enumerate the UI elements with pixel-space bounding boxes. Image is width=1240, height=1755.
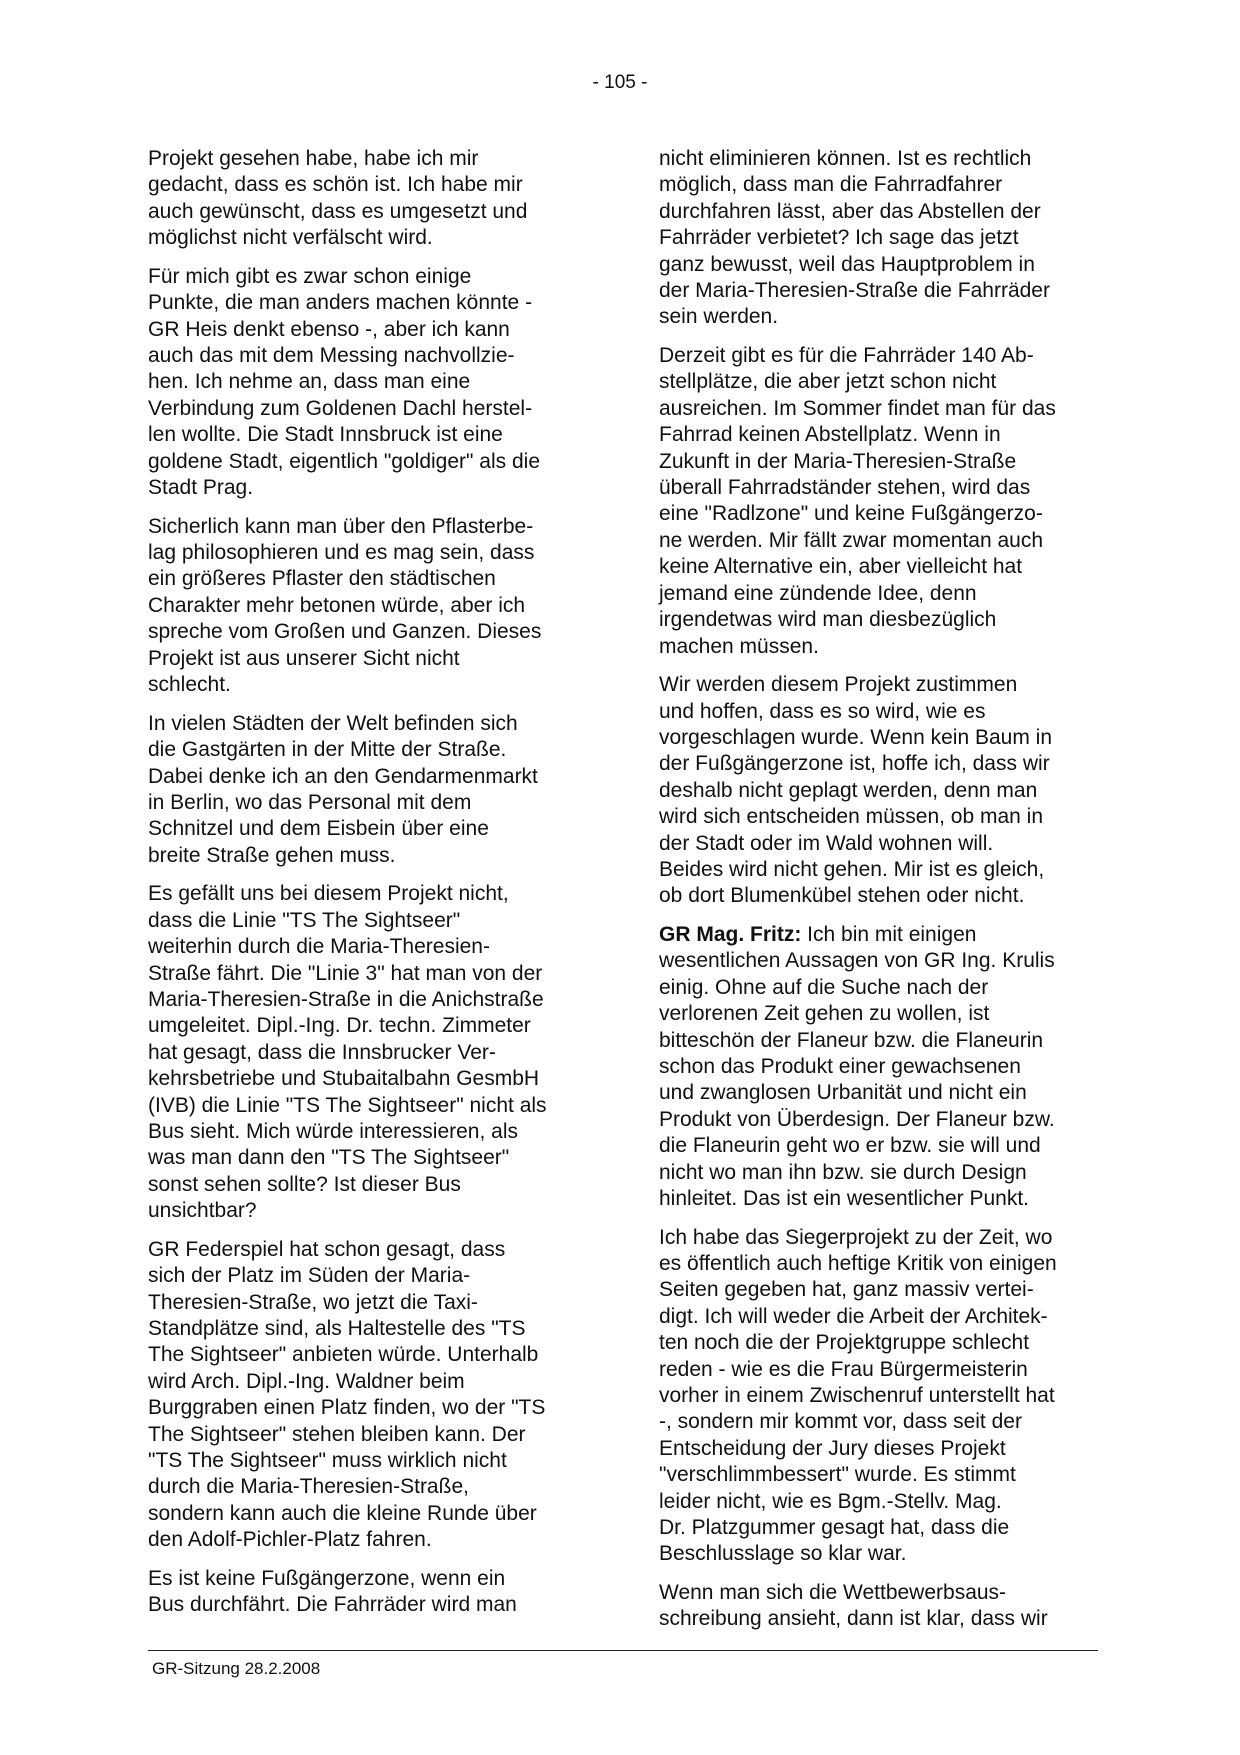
right-column bbox=[659, 146, 1097, 1645]
footer-session-date: GR-Sitzung 28.2.2008 bbox=[152, 1659, 321, 1678]
paragraph: Es gefällt uns bei diesem Projekt nicht, dass die Linie "TS The Sightseer" weiterhin durch die Maria-Theresien- Straße fährt. Die "Linie 3" hat man von der Maria-Theresien-Straße in die Anichstraße umgeleitet. Dipl.-Ing. Dr. techn. Zimmeter hat gesagt, dass die Innsbrucker Ver- kehrsbetriebe und Stubaitalbahn GesmbH (IVB) die Linie "TS The Sightseer" nicht als Bus sieht. Mich würde interessieren, als was man dann den "TS The Sightseer" sonst sehen sollte? Ist dieser Bus unsichtbar? bbox=[148, 882, 547, 1223]
paragraph: Sicherlich kann man über den Pflasterbe- lag philosophieren und es mag sein, dass ein größeres Pflaster den städtischen Charakter mehr betonen würde, aber ich spreche vom Großen und Ganzen. Dieses Projekt ist aus unserer Sicht nicht schlecht. bbox=[148, 514, 542, 697]
paragraph: Wenn man sich die Wettbewerbsaus- schreibung ansieht, dann ist klar, dass wir bbox=[659, 1581, 1048, 1631]
paragraph: In vielen Städten der Welt befinden sich die Gastgärten in der Mitte der Straße. Dabei denke ich an den Gendarmenmarkt in Berlin, wo das Personal mit dem Schnitzel und dem Eisbein über eine breite Straße gehen muss. bbox=[148, 711, 538, 867]
speech-paragraph bbox=[659, 922, 1097, 1212]
paragraph: GR Federspiel hat schon gesagt, dass sich der Platz im Süden der Maria- Theresien-Straße, wo jetzt die Taxi- Standplätze sind, als Haltestelle des "TS The Sightseer" anbieten würde. Unterhalb wird Arch. Dipl.-Ing. Waldner beim Burggraben einen Platz finden, wo der "TS The Sightseer" stehen bleiben kann. Der "TS The Sightseer" muss wirklich nicht durch die Maria-Theresien-Straße, sondern kann auch die kleine Runde über den Adolf-Pichler-Platz fahren. bbox=[148, 1237, 546, 1552]
speaker-name: GR Mag. Fritz: bbox=[659, 922, 802, 946]
paragraph: Projekt gesehen habe, habe ich mir gedacht, dass es schön ist. Ich habe mir auch gewünscht, dass es umgesetzt und möglichst nicht verfälscht wird. bbox=[148, 147, 528, 250]
paragraph: Für mich gibt es zwar schon einige Punkte, die man anders machen könnte - GR Heis denkt ebenso -, aber ich kann auch das mit dem Messing nachvollzie- hen. Ich nehme an, dass man eine Verbindung zum Goldenen Dachl herstel- len wollte. Die Stadt Innsbruck ist eine goldene Stadt, eigentlich "goldiger" als die Stadt Prag. bbox=[148, 264, 541, 500]
left-column bbox=[148, 146, 586, 1631]
footer-divider bbox=[148, 1650, 1098, 1651]
paragraph: Es ist keine Fußgängerzone, wenn ein Bus durchfährt. Die Fahrräder wird man bbox=[148, 1566, 517, 1617]
paragraph: Wir werden diesem Projekt zustimmen und hoffen, dass es so wird, wie es vorgeschlagen wurde. Wenn kein Baum in der Fußgängerzone ist, hoffe ich, dass wir deshalb nicht geplagt werden, denn man wird sich entscheiden müssen, ob man in der Stadt oder im Wald wohnen will. Beides wird nicht gehen. Mir ist es gleich, ob dort Blumenkübel stehen oder nicht. bbox=[659, 673, 1053, 908]
paragraph: Derzeit gibt es für die Fahrräder 140 Ab- stellplätze, die aber jetzt schon nicht ausreichen. Im Sommer findet man für das Fahrrad keinen Abstellplatz. Wenn in Zukunft in der Maria-Theresien-Straße überall Fahrradständer stehen, wird das eine "Radlzone" und keine Fußgängerzo- ne werden. Mir fällt zwar momentan auch keine Alternative ein, aber vielleicht hat jemand eine zündende Idee, denn irgendetwas wird man diesbezüglich machen müssen. bbox=[659, 344, 1056, 658]
page-number: - 105 - bbox=[592, 72, 648, 93]
paragraph: Ich habe das Siegerprojekt zu der Zeit, wo es öffentlich auch heftige Kritik von einigen Seiten gegeben hat, ganz massiv vertei- digt. Ich will weder die Arbeit der Architek- ten noch die der Projektgruppe schlecht reden - wie es die Frau Bürgermeisterin vorher in einem Zwischenruf unterstellt hat -, sondern mir kommt vor, dass seit der Entscheidung der Jury dieses Projekt "verschlimmbessert" wurde. Es stimmt leider nicht, wie es Bgm.-Stellv. Mag. Dr. Platzgummer gesagt hat, dass die Beschlusslage so klar war. bbox=[659, 1225, 1057, 1566]
speech-text: Ich bin mit einigen wesentlichen Aussagen von GR Ing. Krulis einig. Ohne auf die Suche nach der verlorenen Zeit gehen zu wollen, ist bitteschön der Flaneur bzw. die Flaneurin schon das Produkt einer gewachsenen und zwanglosen Urbanität und nicht ein Produkt von Überdesign. Der Flaneur bzw. die Flaneurin geht wo er bzw. sie will und nicht wo man ihn bzw. sie durch Design hinleitet. Das ist ein wesentlicher Punkt. bbox=[659, 922, 1055, 1210]
paragraph: nicht eliminieren können. Ist es rechtlich möglich, dass man die Fahrradfahrer durchfahren lässt, aber das Abstellen der Fahrräder verbietet? Ich sage das jetzt ganz bewusst, weil das Hauptproblem in der Maria-Theresien-Straße die Fahrräder sein werden. bbox=[659, 147, 1050, 329]
